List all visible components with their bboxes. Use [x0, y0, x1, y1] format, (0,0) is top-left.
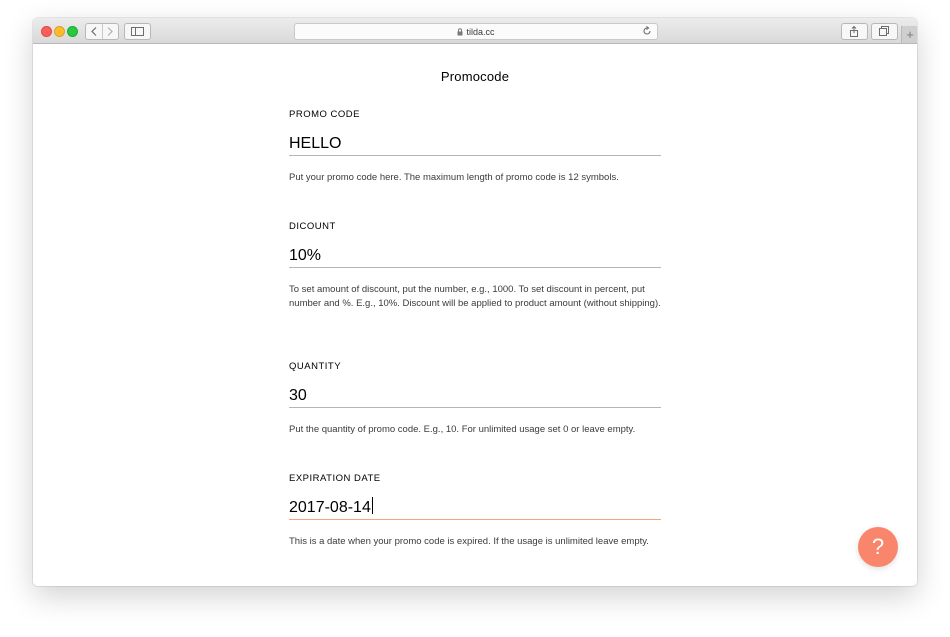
expiration-date-label: EXPIRATION DATE — [289, 473, 381, 484]
new-tab-button[interactable]: + — [901, 26, 917, 43]
quantity-field — [289, 361, 661, 437]
promo-code-label: PROMO CODE — [289, 109, 360, 120]
quantity-value: 30 — [289, 387, 307, 404]
maximize-window-button[interactable] — [67, 26, 78, 37]
page-title: Promocode — [440, 69, 510, 84]
promo-code-field — [289, 109, 661, 185]
expiration-date-field — [289, 473, 661, 549]
page-content — [33, 44, 917, 586]
quantity-label: QUANTITY — [289, 361, 342, 372]
sidebar-toggle-button[interactable] — [124, 23, 151, 40]
help-button[interactable]: ? — [858, 527, 898, 567]
url-text: tilda.cc — [466, 26, 495, 37]
discount-field — [289, 221, 661, 311]
browser-window — [33, 18, 917, 586]
promo-code-input[interactable] — [289, 133, 661, 156]
address-bar[interactable] — [294, 23, 658, 40]
chevron-right-icon — [107, 27, 113, 36]
expiration-date-help: This is a date when your promo code is expired. If the usage is unlimited leave empty. — [289, 536, 649, 547]
discount-value: 10% — [289, 247, 322, 264]
forward-button[interactable] — [102, 24, 119, 39]
lock-icon — [457, 28, 463, 36]
discount-input[interactable] — [289, 245, 661, 268]
sidebar-icon — [131, 27, 144, 36]
share-button[interactable] — [841, 23, 868, 40]
promo-code-help: Put your promo code here. The maximum length of promo code is 12 symbols. — [289, 172, 619, 183]
close-window-button[interactable] — [41, 26, 52, 37]
show-tabs-button[interactable] — [871, 23, 898, 40]
expiration-date-value: 2017-08-14 — [289, 499, 371, 516]
chevron-left-icon — [91, 27, 97, 36]
share-icon — [849, 26, 859, 37]
promo-code-value: HELLO — [289, 135, 342, 152]
navigation-buttons — [85, 23, 119, 40]
browser-toolbar — [33, 18, 917, 44]
discount-help: To set amount of discount, put the number, e.g., 1000. To set discount in percent, put number and %. E.g., 10%. Discount will be applied to product amount (without shipping). — [289, 284, 661, 309]
quantity-help: Put the quantity of promo code. E.g., 10. For unlimited usage set 0 or leave empty. — [289, 424, 636, 435]
text-cursor — [372, 497, 373, 514]
discount-label: DICOUNT — [289, 221, 336, 232]
minimize-window-button[interactable] — [54, 26, 65, 37]
quantity-input[interactable] — [289, 385, 661, 408]
tabs-icon — [879, 26, 889, 36]
back-button[interactable] — [86, 24, 102, 39]
expiration-date-input[interactable] — [289, 497, 661, 520]
reload-icon[interactable] — [642, 26, 652, 36]
